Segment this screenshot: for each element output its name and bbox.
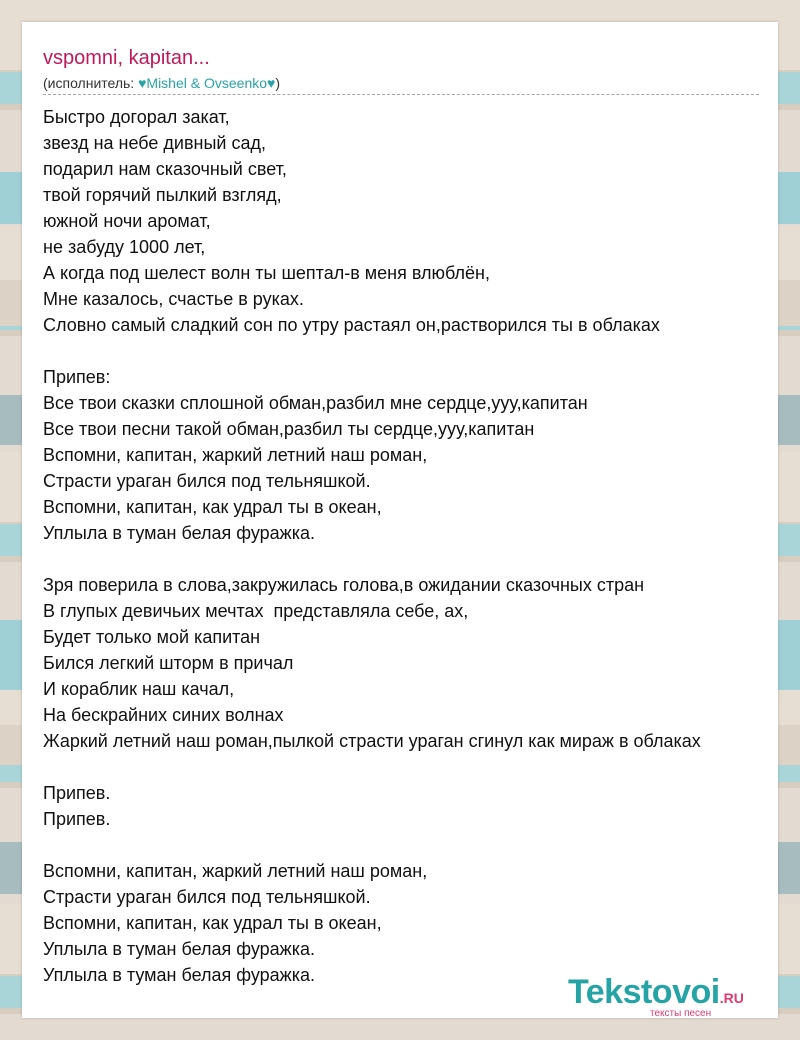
artist-link[interactable]: ♥Mishel & Ovseenko♥: [138, 75, 276, 91]
lyrics-card: [22, 22, 778, 1018]
site-logo[interactable]: [568, 972, 778, 1022]
subtitle-prefix: (исполнитель:: [43, 75, 139, 91]
subtitle-suffix: ): [275, 75, 280, 91]
lyrics-text: Быстро догорал закат, звезд на небе дивный сад, подарил нам сказочный свет, твой горячий пылкий взгляд, южной ночи аромат, не забуду 1000 лет, А когда под шелест волн ты шептал-в меня влюблён, Мне казалось, счастье в руках. Словно самый сладкий сон по утру растаял он,растворился ты в облаках Припев: Все твои сказки сплошной обман,разбил мне сердце,ууу,капитан Все твои песни такой обман,разбил ты сердце,ууу,капитан Вспомни, капитан, жаркий летний наш роман, Страсти ураган бился под тельняшкой. Вспомни, капитан, как удрал ты в океан, Уплыла в туман белая фуражка. Зря поверила в слова,закружилась голова,в ожидании сказочных стран В глупых девичьих мечтах представляла себе, ах, Будет только мой капитан Бился легкий шторм в причал И кораблик наш качал, На бескрайних синих волнах Жаркий летний наш роман,пылкой страсти ураган сгинул как мираж в облаках Припев. Припев. Вспомни, капитан, жаркий летний наш роман, Страсти ураган бился под тельняшкой. Вспомни, капитан, как удрал ты в океан, Уплыла в туман белая фуражка. Уплыла в туман белая фуражка.: [43, 107, 701, 985]
song-subtitle: [43, 74, 280, 92]
logo-tagline: тексты песен: [650, 1008, 712, 1019]
dotted-divider: [43, 94, 759, 95]
logo-name: Tekstovoi: [568, 973, 720, 1011]
logo-tld: .RU: [719, 990, 744, 1006]
song-title: vspomni, kapitan...: [43, 47, 210, 69]
